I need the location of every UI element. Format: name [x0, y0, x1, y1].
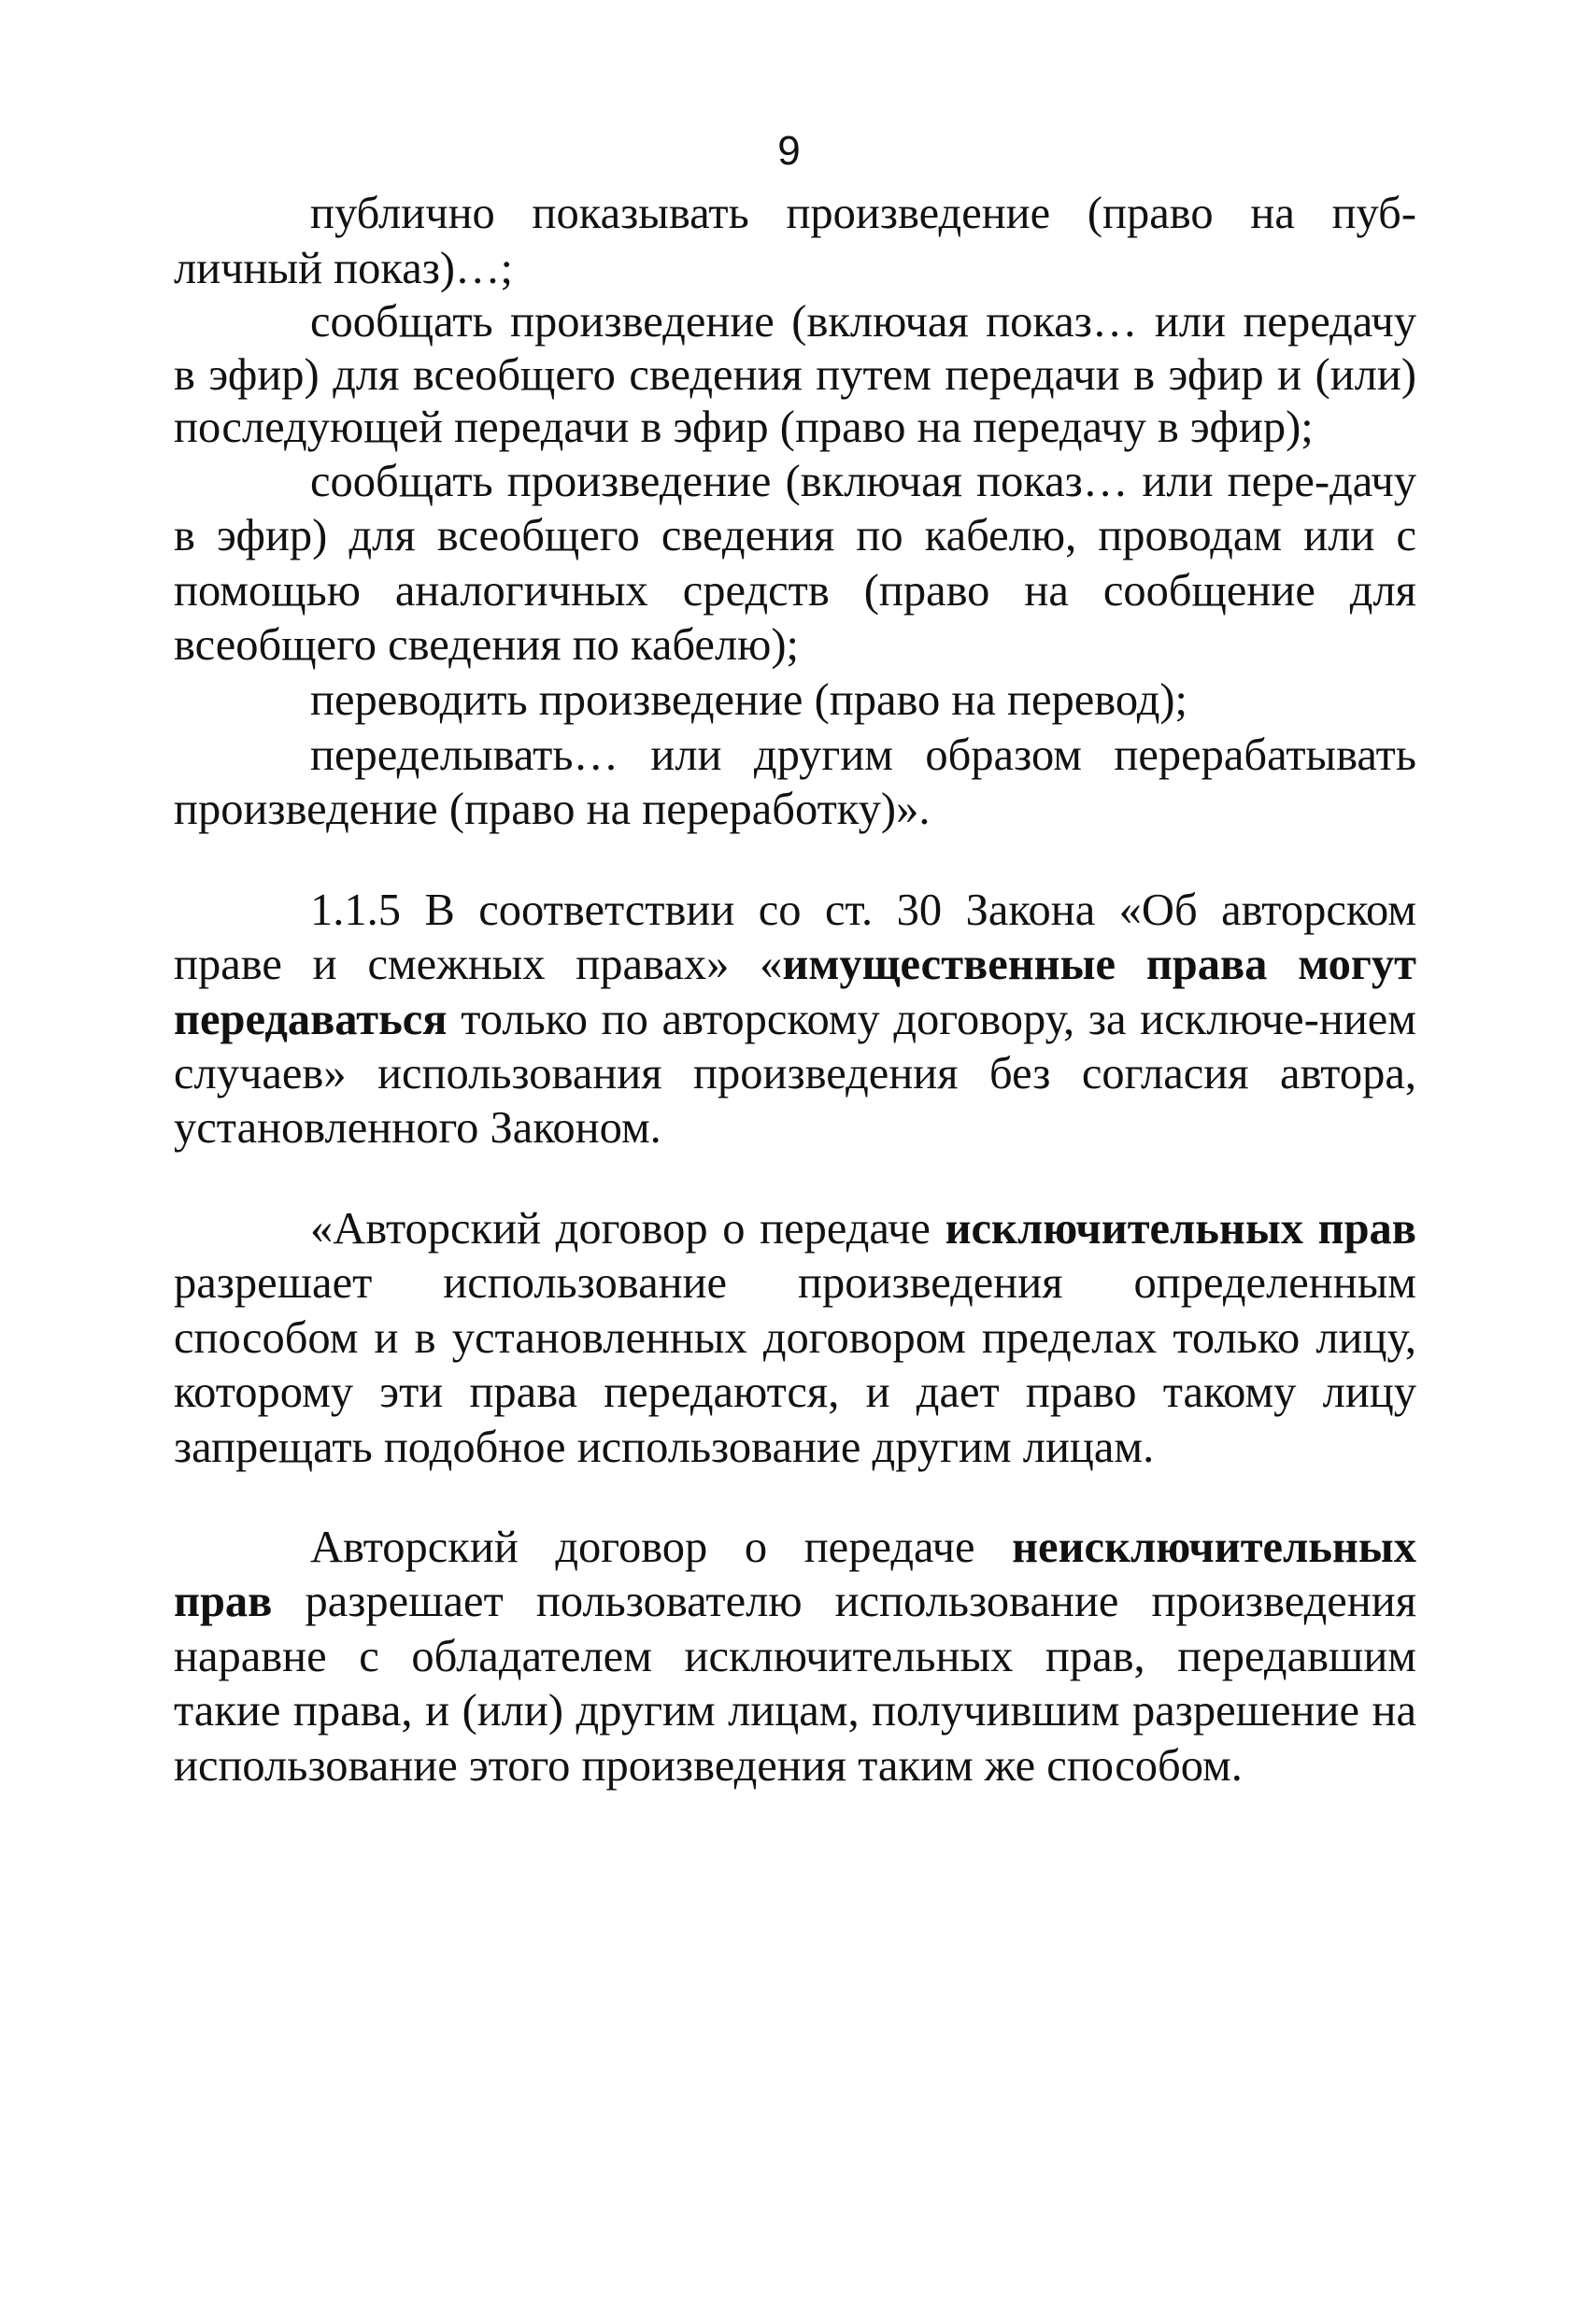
paragraph-text-start: Авторский договор о передаче — [310, 1522, 1013, 1572]
paragraph-text-end: разрешает использование произведения определенным способом и в установленных договором пределах только лицу, которому эти права передаются, и дает право такому лицу запрещать подобное использование другим лицам. — [174, 1258, 1416, 1472]
rights-list — [174, 187, 1416, 838]
paragraph-1-1-5 — [174, 884, 1416, 1156]
paragraph-text — [174, 1202, 1416, 1475]
paragraph-text-end: только по авторскому договору, за исключе-нием случаев» использования произведения без согласия автора, установленного Законом. — [174, 994, 1416, 1154]
paragraph-text — [174, 884, 1416, 1156]
paragraph-text-end: разрешает пользователю использование произведения наравне с обладателем исключительных прав, передавшим такие права, и (или) другим лицам, получившим разрешение на использование этого произведения таким же способом. — [174, 1577, 1416, 1791]
paragraph-exclusive-rights — [174, 1202, 1416, 1475]
list-item-translation: переводить произведение (право на перевод); — [310, 675, 1188, 726]
list-item-adaptation: переделывать… или другим образом перерабатывать произведение (право на переработку)». — [174, 730, 1416, 835]
paragraph-text-start: 1.1.5 В соответствии со ст. 30 Закона «Об авторском праве и смежных правах» « — [174, 885, 1416, 990]
paragraph-bold-phrase: неисключительных прав — [174, 1522, 1416, 1627]
list-item-cable: сообщать произведение (включая показ… или пере-дачу в эфир) для всеобщего сведения по кабелю, проводам или с помощью аналогичных средств (право на сообщение для всеобщего сведения по кабелю); — [174, 456, 1416, 671]
paragraph-nonexclusive-rights — [174, 1521, 1416, 1793]
list-item-broadcast: сообщать произведение (включая показ… или передачу в эфир) для всеобщего сведения путем передачи в эфир и (или) последующей передачи в эфир (право на передачу в эфир); — [174, 297, 1416, 453]
list-item-public-display: публично показывать произведение (право на пуб-личный показ)…; — [174, 189, 1416, 293]
paragraph-text-start: «Авторский договор о передаче — [310, 1203, 945, 1254]
page-number: 9 — [777, 128, 801, 174]
paragraph-text — [174, 1521, 1416, 1793]
paragraph-bold-phrase: исключительных прав — [945, 1203, 1416, 1254]
paragraph-bold-phrase: имущественные права могут передаваться — [174, 940, 1416, 1044]
document-body — [174, 187, 1416, 1793]
